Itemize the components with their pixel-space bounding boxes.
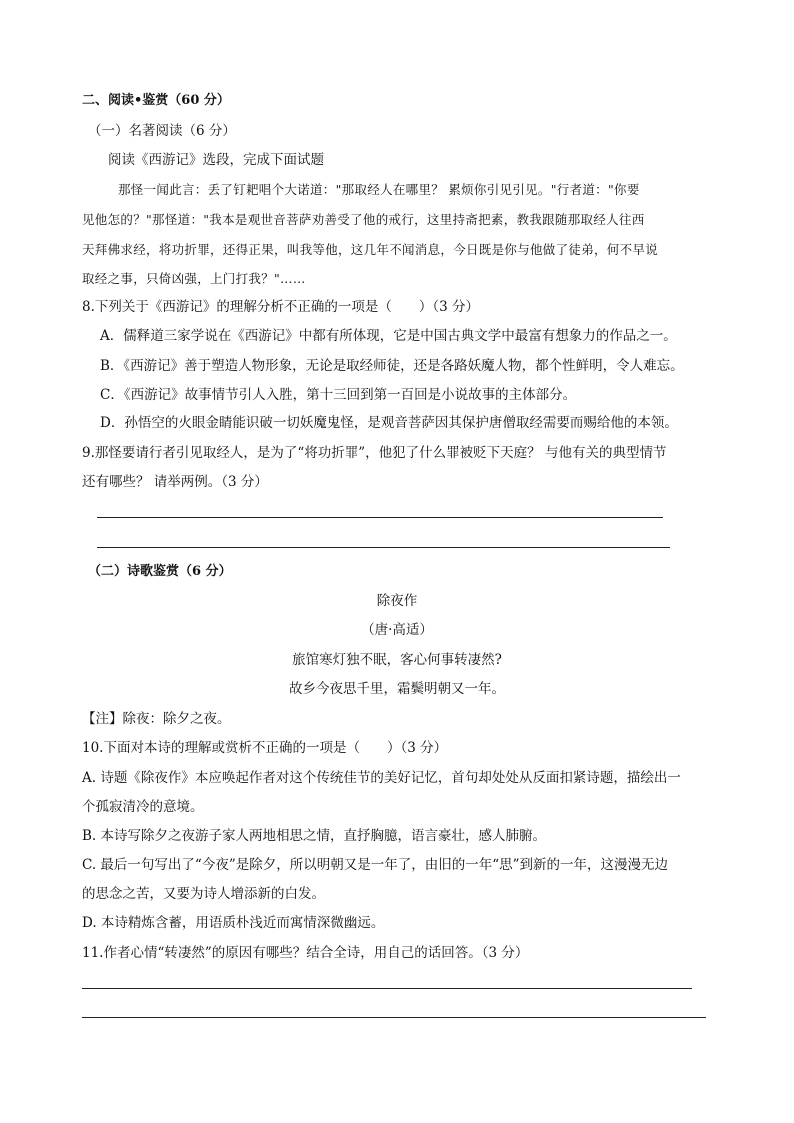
excerpt-line: 见他怎的？"那怪道："我本是观世音菩萨劝善受了他的戒行，这里持斋把素，教我跟随那取经人往西	[82, 212, 645, 227]
question-10-option-line: D. 本诗精炼含蓄，用语质朴浅近而寓情深微幽远。	[82, 915, 385, 931]
answer-line[interactable]	[97, 517, 663, 518]
question-11-stem: 11.作者心情“转凄然”的原因有哪些？结合全诗，用自己的话回答。（3 分）	[82, 945, 529, 961]
question-8-stem: 8.下列关于《西游记》的理解分析不正确的一项是（ ）（3 分）	[82, 299, 480, 315]
question-10-option-line: A. 诗题《除夜作》本应唤起作者对这个传统佳节的美好记忆，首句却处处从反面扣紧诗题，描绘出一	[82, 770, 681, 786]
question-10-option-line: 的思念之苦，又要为诗人增添新的白发。	[82, 886, 325, 902]
question-8-option-d: D．孙悟空的火眼金睛能识破一切妖魔鬼怪，是观音菩萨因其保护唐僧取经需要而赐给他的本领。	[100, 415, 678, 431]
poem-line: 旅馆寒灯独不眠，客心何事转凄然?	[292, 652, 502, 668]
part1-heading: （一）名著阅读（6 分）	[88, 123, 236, 139]
poem-title: 除夜作	[376, 593, 418, 609]
question-10-option-line: 个孤寂清冷的意境。	[82, 799, 204, 815]
poem-line: 故乡今夜思千里，霜鬓明朝又一年。	[289, 681, 505, 697]
question-10-option-line: C. 最后一句写出了“今夜”是除夕，所以明朝又是一年了，由旧的一年“思”到新的一年，这漫漫无边	[82, 857, 669, 873]
question-9-line: 还有哪些？ 请举两例。（3 分）	[82, 474, 268, 490]
answer-line[interactable]	[82, 988, 692, 989]
question-8-option-b: B．《西游记》善于塑造人物形象，无论是取经师徒，还是各路妖魔人物，都个性鲜明，令人难忘。	[100, 358, 684, 374]
excerpt-line: 天拜佛求经，将功折罪，还得正果，叫我等他，这几年不闻消息，今日既是你与他做了徒弟，何不早说	[82, 242, 659, 257]
excerpt-line: 那怪一闻此言：丢了钉耙唱个大诺道："那取经人在哪里？ 累烦你引见引见。"行者道："你要	[118, 182, 640, 197]
question-8-option-c: C．《西游记》故事情节引人入胜，第十三回到第一百回是小说故事的主体部分。	[100, 387, 577, 403]
section-heading: 二、阅读•鉴赏（60 分）	[82, 93, 230, 108]
answer-line[interactable]	[97, 547, 670, 548]
part1-intro: 阅读《西游记》选段，完成下面试题	[108, 152, 324, 168]
question-10-stem: 10.下面对本诗的理解或赏析不正确的一项是（ ）（3 分）	[82, 740, 448, 756]
excerpt-line: 取经之事，只倚凶强，上门打我？"……	[82, 271, 306, 286]
question-9-line: 9.那怪要请行者引见取经人，是为了“将功折罪”，他犯了什么罪被贬下天庭？ 与他有关的典型情节	[82, 445, 667, 461]
answer-line[interactable]	[82, 1017, 706, 1018]
part2-heading: （二）诗歌鉴赏（6 分）	[88, 564, 232, 579]
poem-author: （唐·高适）	[361, 622, 433, 638]
poem-note: 【注】除夜：除夕之夜。	[82, 711, 231, 727]
question-10-option-line: B. 本诗写除夕之夜游子家人两地相思之情，直抒胸臆，语言豪壮，感人肺腑。	[82, 828, 547, 844]
question-8-option-a: A．儒释道三家学说在《西游记》中都有所体现，它是中国古典文学中最富有想象力的作品之一。	[100, 328, 677, 344]
